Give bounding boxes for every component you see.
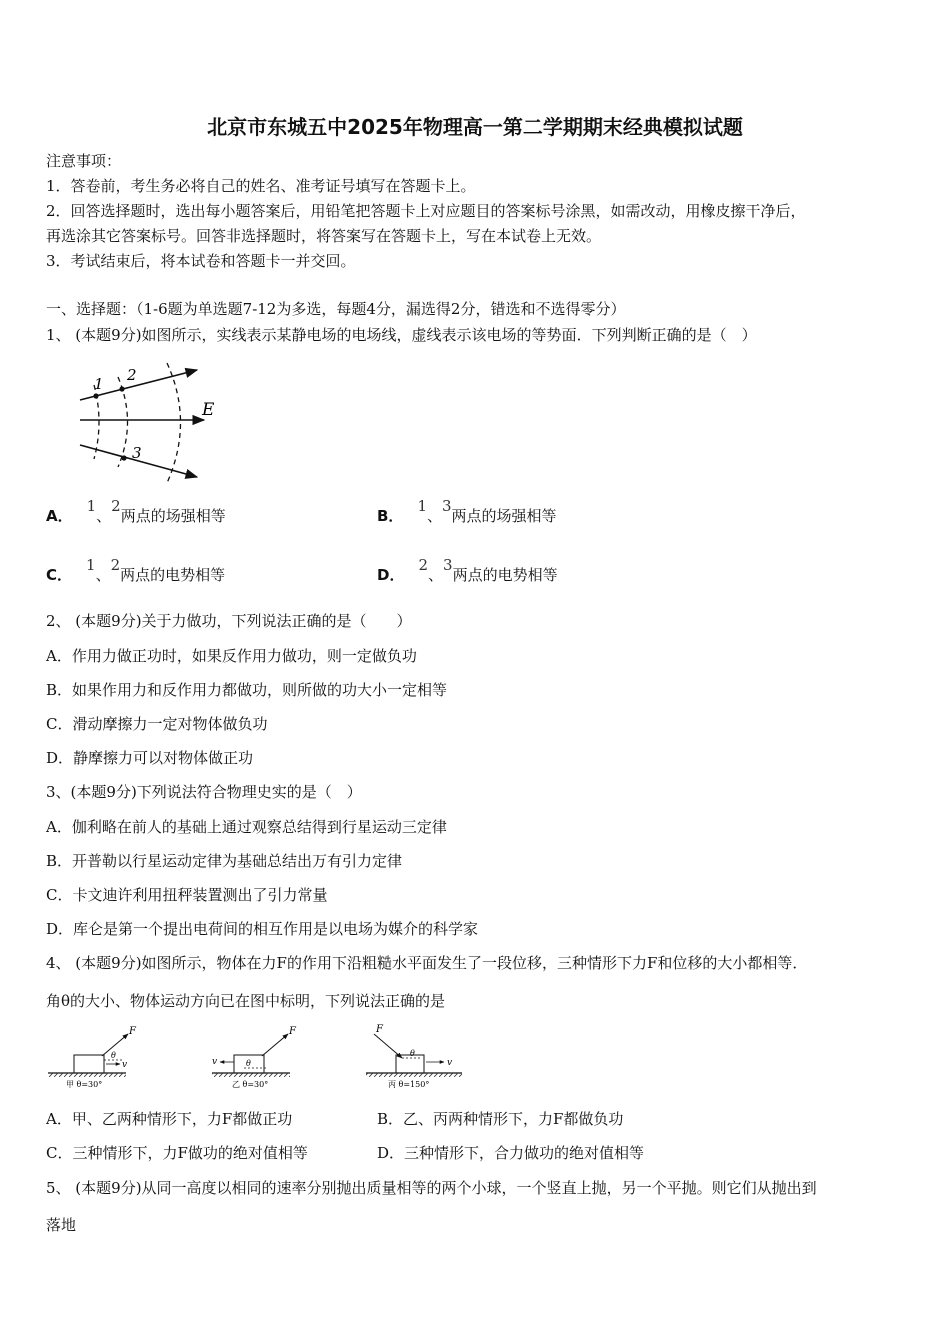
section-heading: 一、选择题：（1-6题为单选题7-12为多选，每题4分，漏选得2分，错选和不选得零分） xyxy=(46,300,626,318)
page-title: 北京市东城五中2025年物理高一第二学期期末经典模拟试题 xyxy=(207,115,743,139)
field-e-label: E xyxy=(202,400,215,420)
option-d: D．库仑是第一个提出电荷间的相互作用是以电场为媒介的科学家 xyxy=(46,920,479,938)
notice-item: 1．答卷前，考生务必将自己的姓名、准考证号填写在答题卡上。 xyxy=(46,177,476,195)
point-1 xyxy=(93,393,98,398)
svg-text:θ: θ xyxy=(111,1051,116,1060)
caption-yi: 乙 θ=30° xyxy=(232,1080,269,1089)
point-1-label: 1 xyxy=(94,375,104,393)
option-d: D．2、3两点的电势相等 xyxy=(377,556,558,584)
option-c: C．1、2两点的电势相等 xyxy=(46,556,226,584)
figure-jia xyxy=(48,1026,137,1089)
option-d: D．三种情形下，合力做功的绝对值相等 xyxy=(377,1144,645,1162)
option-b: B．如果作用力和反作用力都做功，则所做的功大小一定相等 xyxy=(46,681,448,699)
point-3 xyxy=(121,455,126,460)
question-4-stem-cont: 角θ的大小、物体运动方向已在图中标明，下列说法正确的是 xyxy=(46,992,446,1010)
question-2-stem: 2、 (本题9分)关于力做功，下列说法正确的是（ ） xyxy=(46,612,412,630)
option-a: A．1、2两点的场强相等 xyxy=(46,497,226,525)
notice-heading: 注意事项： xyxy=(46,152,122,170)
option-a: A．甲、乙两种情形下，力F都做正功 xyxy=(46,1110,293,1128)
point-3-label: 3 xyxy=(132,444,142,462)
svg-text:F: F xyxy=(129,1026,136,1037)
svg-text:F: F xyxy=(376,1024,383,1035)
svg-text:θ: θ xyxy=(246,1059,251,1068)
svg-text:v: v xyxy=(122,1060,128,1070)
svg-text:F: F xyxy=(289,1026,296,1037)
caption-bing: 丙 θ=150° xyxy=(388,1080,430,1089)
option-a: A．作用力做正功时，如果反作用力做功，则一定做负功 xyxy=(46,647,417,665)
option-a: A．伽利略在前人的基础上通过观察总结得到行星运动三定律 xyxy=(46,818,447,836)
option-d: D．静摩擦力可以对物体做正功 xyxy=(46,749,254,767)
question-5-stem: 5、 (本题9分)从同一高度以相同的速率分别抛出质量相等的两个小球，一个竖直上抛，另一个平抛。则它们从抛出到 xyxy=(46,1179,817,1197)
option-b: B．开普勒以行星运动定律为基础总结出万有引力定律 xyxy=(46,852,403,870)
figure-bing xyxy=(366,1024,462,1089)
notice-item: 3．考试结束后，将本试卷和答题卡一并交回。 xyxy=(46,252,356,270)
figure-yi xyxy=(212,1026,297,1089)
option-b: B．乙、丙两种情形下，力F都做负功 xyxy=(377,1110,624,1128)
svg-text:v: v xyxy=(212,1057,218,1067)
question-5-stem-cont: 落地 xyxy=(46,1216,77,1234)
notice-item: 再选涂其它答案标号。回答非选择题时，将答案写在答题卡上，写在本试卷上无效。 xyxy=(46,227,602,245)
option-c: C．滑动摩擦力一定对物体做负功 xyxy=(46,715,268,733)
question-3-stem: 3、(本题9分)下列说法符合物理史实的是（ ） xyxy=(46,783,362,801)
point-2 xyxy=(119,386,124,391)
equipotential-3 xyxy=(167,363,181,483)
electric-field-figure xyxy=(72,355,242,490)
force-figures xyxy=(44,1022,474,1092)
svg-text:θ: θ xyxy=(410,1049,415,1058)
question-1-stem: 1、 (本题9分)如图所示，实线表示某静电场的电场线，虚线表示该电场的等势面．下列判断正确的是（ ） xyxy=(46,326,757,344)
svg-text:v: v xyxy=(447,1058,453,1068)
point-2-label: 2 xyxy=(127,366,137,384)
option-b: B．1、3两点的场强相等 xyxy=(377,497,557,525)
question-4-stem: 4、 (本题9分)如图所示，物体在力F的作用下沿粗糙水平面发生了一段位移，三种情形下力F和位移的大小都相等． xyxy=(46,954,808,972)
option-c: C．卡文迪许利用扭秤装置测出了引力常量 xyxy=(46,886,328,904)
caption-jia: 甲 θ=30° xyxy=(66,1080,103,1089)
notice-item: 2．回答选择题时，选出每小题答案后，用铅笔把答题卡上对应题目的答案标号涂黑，如需改动，用橡皮擦干净后， xyxy=(46,202,806,220)
option-c: C．三种情形下，力F做功的绝对值相等 xyxy=(46,1144,308,1162)
